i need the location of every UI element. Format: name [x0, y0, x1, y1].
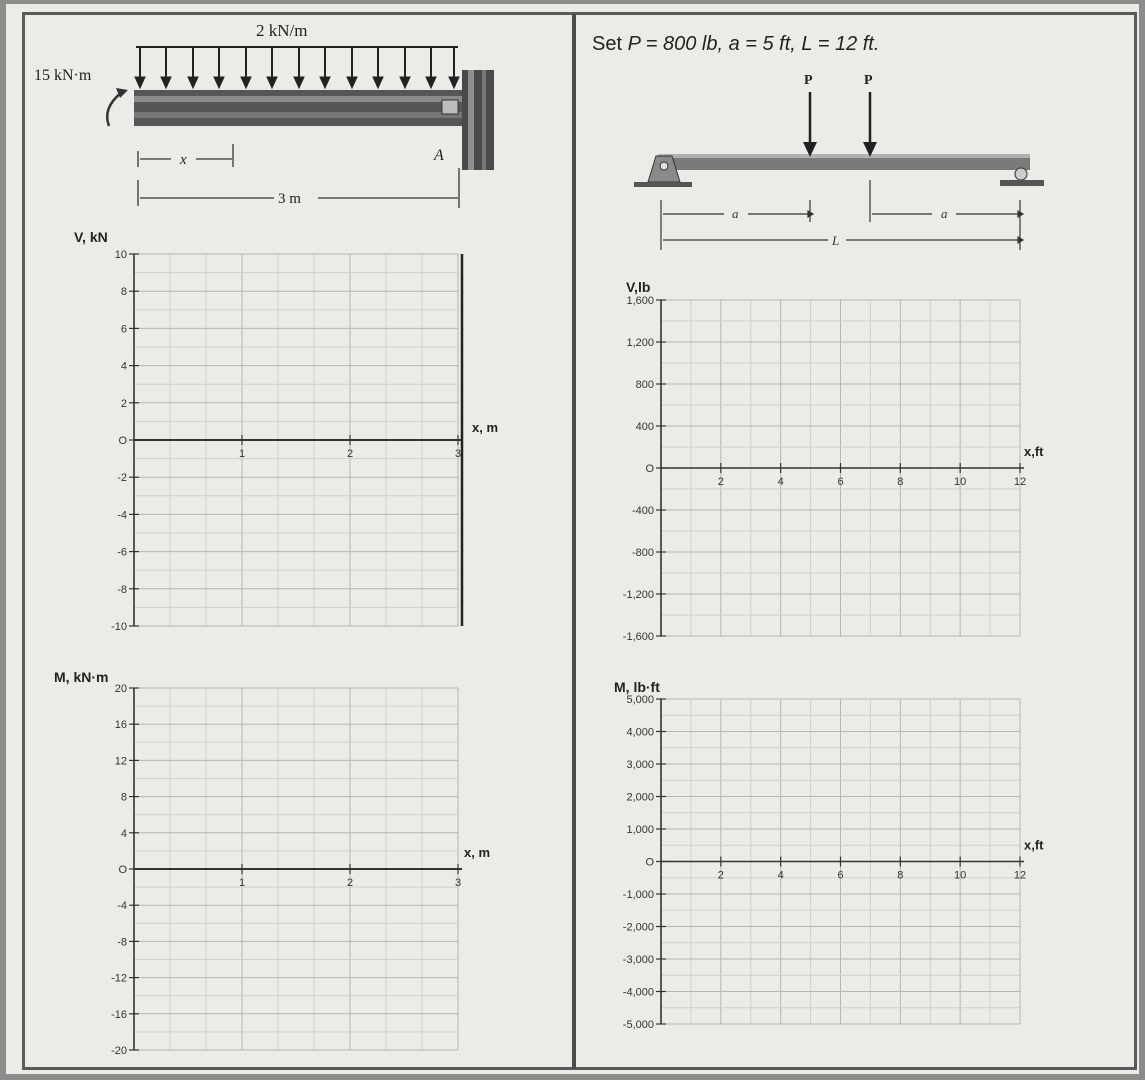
y-tick-label: -16 — [111, 1008, 127, 1021]
y-tick-label: O — [118, 435, 127, 447]
support-label: A — [434, 147, 444, 164]
y-tick-label: 1,600 — [626, 295, 654, 307]
x-dimension-label: x — [180, 152, 187, 168]
y-tick-label: O — [645, 856, 654, 869]
y-tick-label: 4 — [120, 827, 127, 840]
dimension-L-label: L — [832, 233, 840, 248]
y-tick-label: 5,000 — [626, 694, 654, 706]
chart-moment-right — [6, 4, 1139, 1074]
y-tick-label: O — [645, 463, 654, 475]
y-tick-label: 12 — [114, 755, 127, 768]
y-tick-label: 8 — [120, 286, 127, 299]
y-tick-label: 10 — [114, 249, 127, 261]
y-tick-label: -4 — [117, 509, 127, 522]
y-tick-label: O — [118, 864, 127, 876]
x-tick-label: 8 — [897, 869, 904, 882]
y-tick-label: -1,600 — [622, 631, 654, 643]
y-tick-label: -3,000 — [622, 954, 654, 966]
y-tick-label: 8 — [120, 791, 127, 804]
y-tick-label: 400 — [635, 421, 654, 433]
x-tick-label: 1 — [238, 877, 246, 889]
y-tick-label: 2,000 — [626, 791, 654, 804]
y-tick-label: -1,200 — [622, 589, 654, 601]
x-axis-label: x, m — [464, 845, 491, 860]
point-load-2-label: P — [864, 73, 873, 88]
y-axis-label: V,lb — [626, 279, 651, 295]
x-axis-label: x,ft — [1024, 837, 1044, 853]
worksheet-page — [6, 4, 1139, 1074]
problem-statement: Set P = 800 lb, a = 5 ft, L = 12 ft. — [592, 33, 880, 55]
y-tick-label: -2 — [117, 472, 127, 485]
y-tick-label: 800 — [635, 379, 654, 391]
x-tick-label: 3 — [454, 877, 462, 889]
x-axis-label: x, m — [472, 420, 499, 435]
x-tick-label: 12 — [1013, 476, 1027, 488]
x-tick-label: 12 — [1013, 869, 1027, 882]
y-tick-label: -8 — [117, 936, 127, 949]
y-tick-label: 6 — [120, 323, 127, 336]
x-tick-label: 2 — [717, 476, 724, 488]
y-tick-label: 4,000 — [626, 726, 654, 739]
y-tick-label: -20 — [111, 1045, 127, 1057]
y-tick-label: 16 — [114, 719, 127, 732]
y-tick-label: 3,000 — [626, 759, 654, 771]
x-tick-label: 4 — [777, 476, 784, 488]
x-tick-label: 1 — [238, 448, 246, 460]
length-dimension-label: 3 m — [278, 191, 301, 207]
x-tick-label: 10 — [954, 476, 967, 488]
y-tick-label: -5,000 — [622, 1019, 654, 1031]
y-axis-label: M, kN·m — [54, 669, 109, 685]
y-tick-label: -800 — [631, 547, 654, 559]
x-tick-label: 2 — [346, 448, 354, 460]
y-tick-label: -6 — [117, 546, 127, 559]
y-tick-label: 1,000 — [626, 824, 654, 836]
x-tick-label: 6 — [837, 869, 844, 882]
y-tick-label: 4 — [120, 360, 127, 373]
y-tick-label: 20 — [114, 683, 127, 695]
applied-moment-label: 15 kN·m — [34, 67, 92, 84]
y-tick-label: 2 — [120, 397, 127, 410]
y-axis-label: M, lb·ft — [614, 679, 660, 695]
x-axis-label: x,ft — [1024, 444, 1044, 459]
distributed-load-label: 2 kN/m — [256, 21, 308, 40]
y-tick-label: -4 — [117, 900, 127, 913]
dimension-a2-label: a — [941, 206, 948, 221]
x-tick-label: 3 — [454, 448, 462, 460]
dimension-a1-label: a — [732, 206, 739, 221]
y-tick-label: -2,000 — [622, 921, 654, 934]
x-tick-label: 10 — [954, 869, 967, 882]
y-tick-label: -400 — [631, 505, 654, 517]
x-tick-label: 2 — [717, 869, 724, 882]
point-load-1-label: P — [804, 73, 813, 88]
y-tick-label: -10 — [111, 621, 127, 633]
y-tick-label: -1,000 — [622, 889, 654, 901]
x-tick-label: 8 — [897, 476, 904, 488]
x-tick-label: 6 — [837, 476, 844, 488]
x-tick-label: 2 — [346, 877, 354, 889]
y-tick-label: 1,200 — [626, 337, 654, 349]
y-tick-label: -4,000 — [622, 986, 654, 999]
y-axis-label: V, kN — [74, 229, 108, 245]
y-tick-label: -8 — [117, 583, 127, 596]
x-tick-label: 4 — [777, 869, 784, 882]
y-tick-label: -12 — [111, 972, 127, 985]
